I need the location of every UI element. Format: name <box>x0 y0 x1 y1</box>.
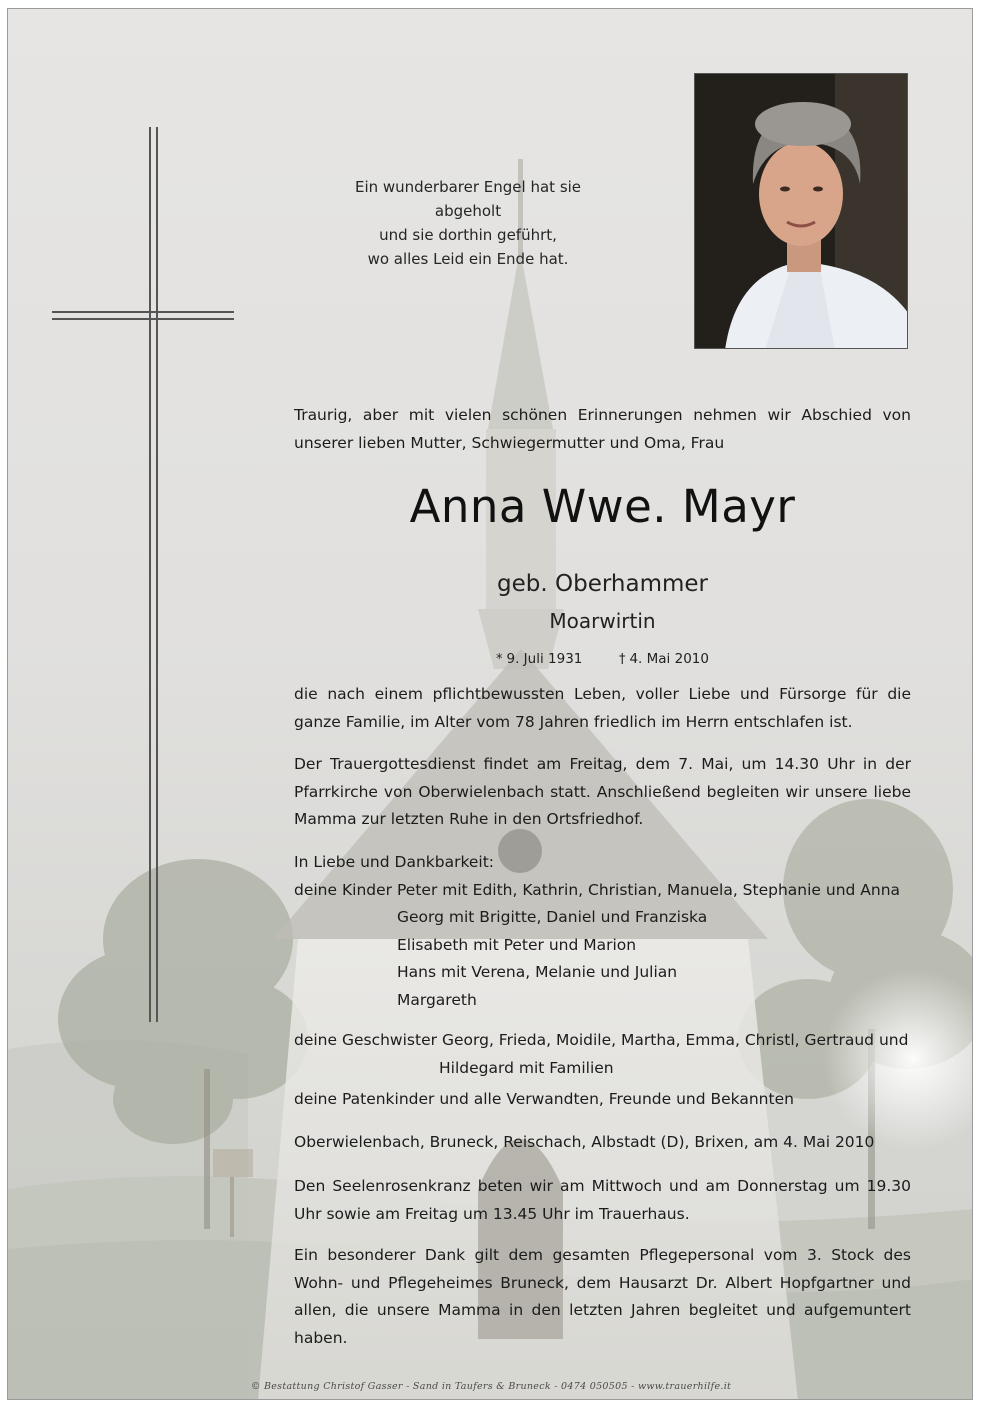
obituary-frame <box>7 8 973 1400</box>
deceased-name: Anna Wwe. Mayr <box>409 480 796 533</box>
child-family-1: Peter mit Edith, Kathrin, Christian, Manuela, Stephanie und Anna <box>397 880 901 899</box>
child-family-5: Margareth <box>397 990 477 1009</box>
life-dates <box>294 649 911 670</box>
child-family-4: Hans mit Verena, Melanie und Julian <box>397 963 678 981</box>
children-row <box>294 877 911 905</box>
other-mourners: deine Patenkinder und alle Verwandten, Freunde und Bekannten <box>294 1090 794 1108</box>
life-paragraph: die nach einem pflichtbewussten Leben, voller Liebe und Fürsorge für die ganze Familie, im Alter vom 78 Jahren friedlich im Herrn entschlafen ist. <box>294 685 911 731</box>
birth-symbol: * <box>496 652 503 667</box>
nickname: Moarwirtin <box>549 609 656 633</box>
child-family-2: Georg mit Brigitte, Daniel und Franziska <box>397 908 708 926</box>
poem-line-2: und sie dorthin geführt, <box>379 226 557 244</box>
siblings-line-1: Georg, Frieda, Moidile, Martha, Emma, Christl, Gertraud und <box>441 1031 909 1049</box>
siblings-row <box>294 1027 911 1055</box>
siblings-label: deine Geschwister <box>294 1031 437 1049</box>
footer-credit: © Bestattung Christof Gasser - Sand in Taufers & Bruneck - 0474 050505 - www.trauerhilfe.it <box>250 1381 732 1392</box>
death-symbol: † <box>618 652 626 667</box>
cross-horizontal-line-bottom <box>52 318 234 320</box>
siblings-block <box>294 1027 911 1082</box>
poem <box>338 175 598 271</box>
mourners-heading: In Liebe und Dankbarkeit: <box>294 853 495 871</box>
siblings-line-2: Hildegard mit Familien <box>439 1058 614 1077</box>
intro-paragraph: Traurig, aber mit vielen schönen Erinnerungen nehmen wir Abschied von unserer lieben Mutter, Schwiegermutter und Oma, Frau <box>294 406 911 452</box>
poem-line-3: wo alles Leid ein Ende hat. <box>367 250 569 268</box>
rosary-paragraph: Den Seelenrosenkranz beten wir am Mittwoch und am Donnerstag um 19.30 Uhr sowie am Freitag um 13.45 Uhr im Trauerhaus. <box>294 1177 911 1223</box>
birth-name: geb. Oberhammer <box>497 571 708 597</box>
cross-horizontal-line-top <box>52 311 234 313</box>
thanks-paragraph: Ein besonderer Dank gilt dem gesamten Pflegepersonal vom 3. Stock des Wohn- und Pflegeheimes Bruneck, dem Hausarzt Dr. Albert Hopfgartner und allen, die unsere Mamma in den letzten Jahren begleitet und aufgemuntert haben. <box>294 1246 911 1347</box>
child-family-3: Elisabeth mit Peter und Marion <box>397 935 637 954</box>
cross-vertical-line-left <box>149 127 151 1022</box>
service-paragraph: Der Trauergottesdienst findet am Freitag, dem 7. Mai, um 14.30 Uhr in der Pfarrkirche von Oberwielenbach statt. Anschließend begleiten wir unsere liebe Mamma zur letzten Ruhe in den Ortsfriedhof. <box>294 755 911 828</box>
birth-date: 9. Juli 1931 <box>506 651 583 667</box>
death-date: 4. Mai 2010 <box>629 651 709 667</box>
children-label: deine Kinder <box>294 880 393 899</box>
poem-line-1: Ein wunderbarer Engel hat sie abgeholt <box>354 178 582 220</box>
portrait-photo <box>694 73 908 349</box>
cross-vertical-line-right <box>156 127 158 1022</box>
mourners-list <box>294 849 911 1014</box>
places-date: Oberwielenbach, Bruneck, Reischach, Albstadt (D), Brixen, am 4. Mai 2010 <box>294 1133 875 1151</box>
